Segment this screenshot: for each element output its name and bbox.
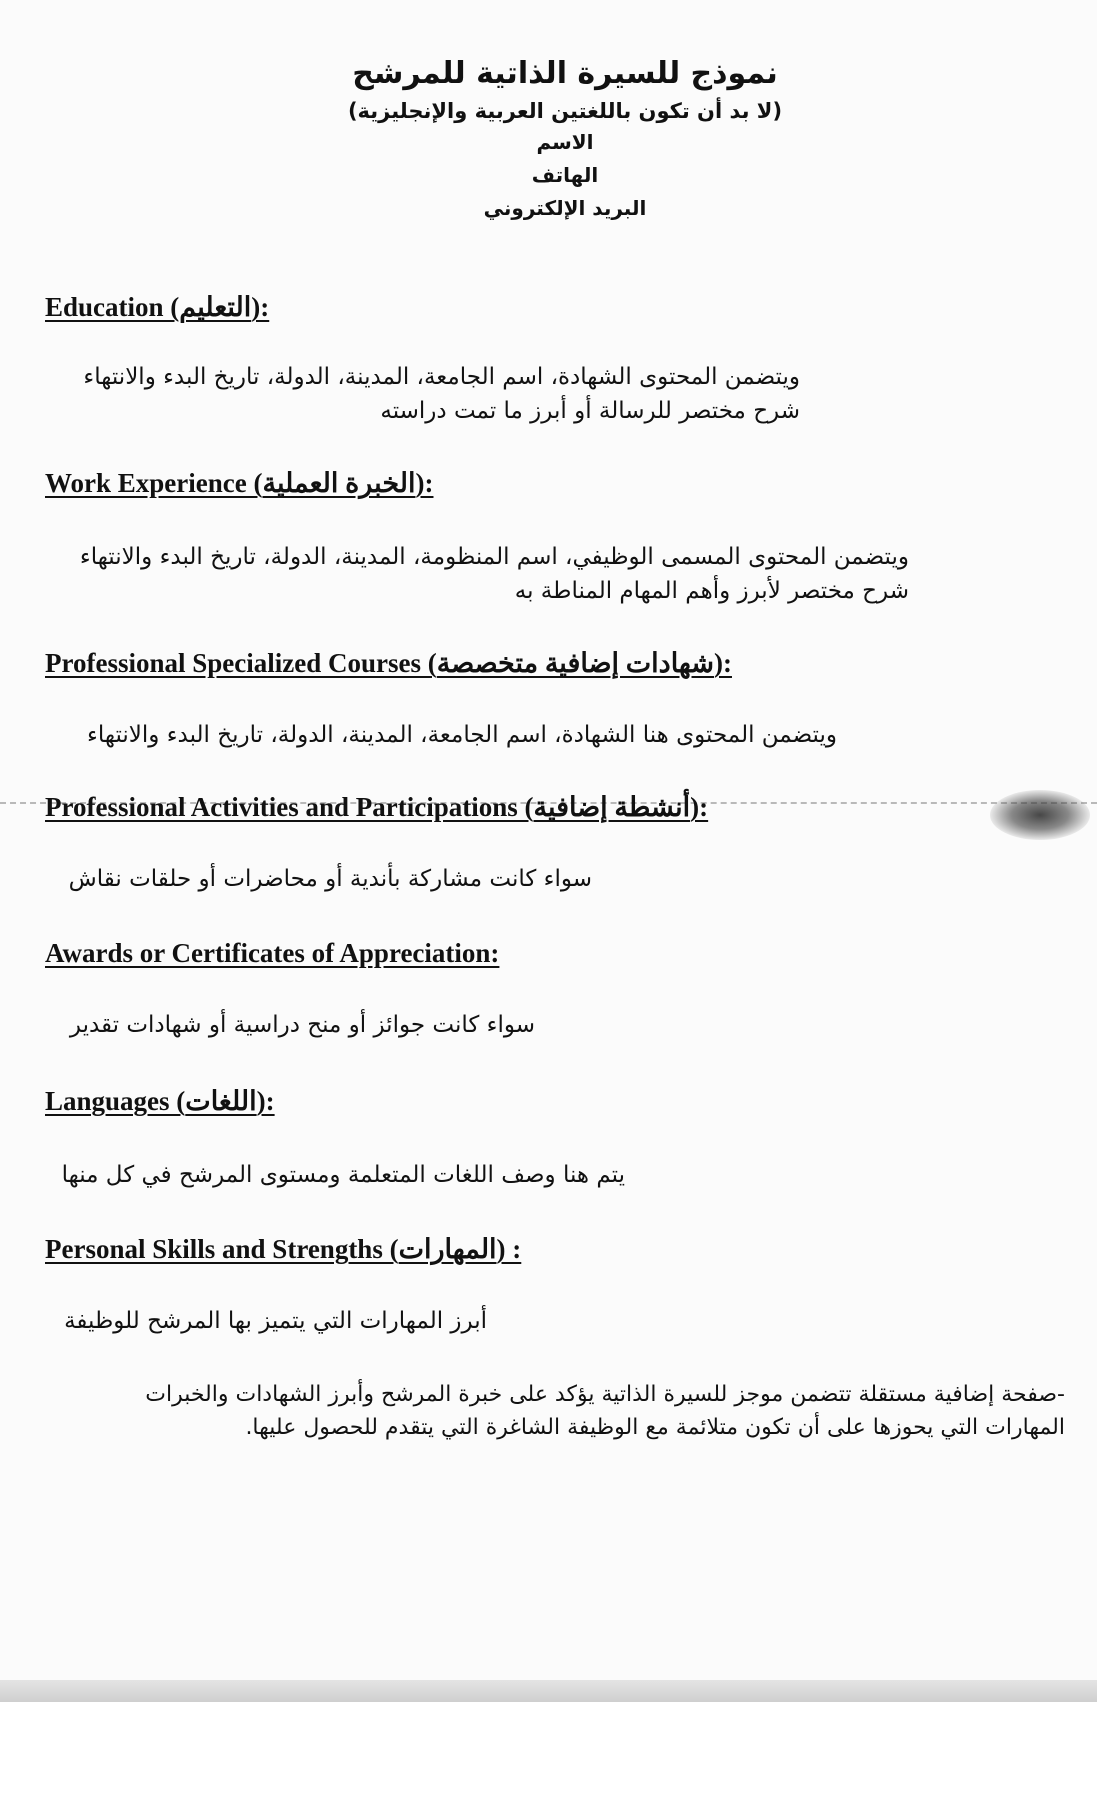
courses-heading: Professional Specialized Courses (شهادات إضافية متخصصة): [45,648,732,678]
awards-heading: Awards or Certificates of Appreciation: [45,938,500,968]
scan-smudge [990,790,1090,840]
cv-summary-line-1: -صفحة إضافية مستقلة تتضمن موجز للسيرة الذاتية يؤكد على خبرة المرشح وأبرز الشهادات والخبرات [145,1382,1065,1407]
skills-line-1: أبرز المهارات التي يتميز بها المرشح للوظيفة [64,1308,487,1334]
document-title: نموذج للسيرة الذاتية للمرشح [352,56,778,91]
education-body [83,360,800,428]
email-label: البريد الإلكتروني [483,196,647,220]
work-experience-line-2: شرح مختصر لأبرز وأهم المهام المناطة به [514,578,909,604]
document-subtitle: (لا بد أن تكون باللغتين العربية والإنجليزية) [347,99,783,123]
awards-body [70,1008,535,1042]
languages-line-1: يتم هنا وصف اللغات المتعلمة ومستوى المرشح في كل منها [61,1162,625,1188]
activities-heading: Professional Activities and Participations (أنشطة إضافية): [45,792,709,822]
courses-body [87,718,837,752]
education-heading: Education (التعليم): [45,292,270,322]
cv-header [250,52,880,225]
education-line-2: شرح مختصر للرسالة أو أبرز ما تمت دراسته [380,398,800,424]
name-label: الاسم [536,130,594,154]
activities-body [69,862,592,896]
phone-label: الهاتف [531,163,599,187]
courses-line-1: ويتضمن المحتوى هنا الشهادة، اسم الجامعة، المدينة، الدولة، تاريخ البدء والانتهاء [87,722,837,748]
languages-heading: Languages (اللغات): [45,1086,275,1116]
cv-summary-line-2: المهارات التي يحوزها على أن تكون متلائمة مع الوظيفة الشاغرة التي يتقدم للحصول عليها. [245,1415,1065,1440]
work-experience-heading: Work Experience (الخبرة العملية): [45,468,434,498]
skills-body [64,1304,487,1338]
skills-heading: Personal Skills and Strengths (المهارات) : [45,1234,522,1264]
cv-summary-note [55,1378,1065,1444]
activities-line-1: سواء كانت مشاركة بأندية أو محاضرات أو حلقات نقاش [68,866,592,892]
awards-line-1: سواء كانت جوائز أو منح دراسية أو شهادات تقدير [69,1012,535,1038]
education-line-1: ويتضمن المحتوى الشهادة، اسم الجامعة، المدينة، الدولة، تاريخ البدء والانتهاء [83,364,800,390]
page-edge [0,1680,1097,1702]
languages-body [62,1158,625,1192]
work-experience-body [80,540,909,608]
work-experience-line-1: ويتضمن المحتوى المسمى الوظيفي، اسم المنظومة، المدينة، الدولة، تاريخ البدء والانتهاء [79,544,909,570]
